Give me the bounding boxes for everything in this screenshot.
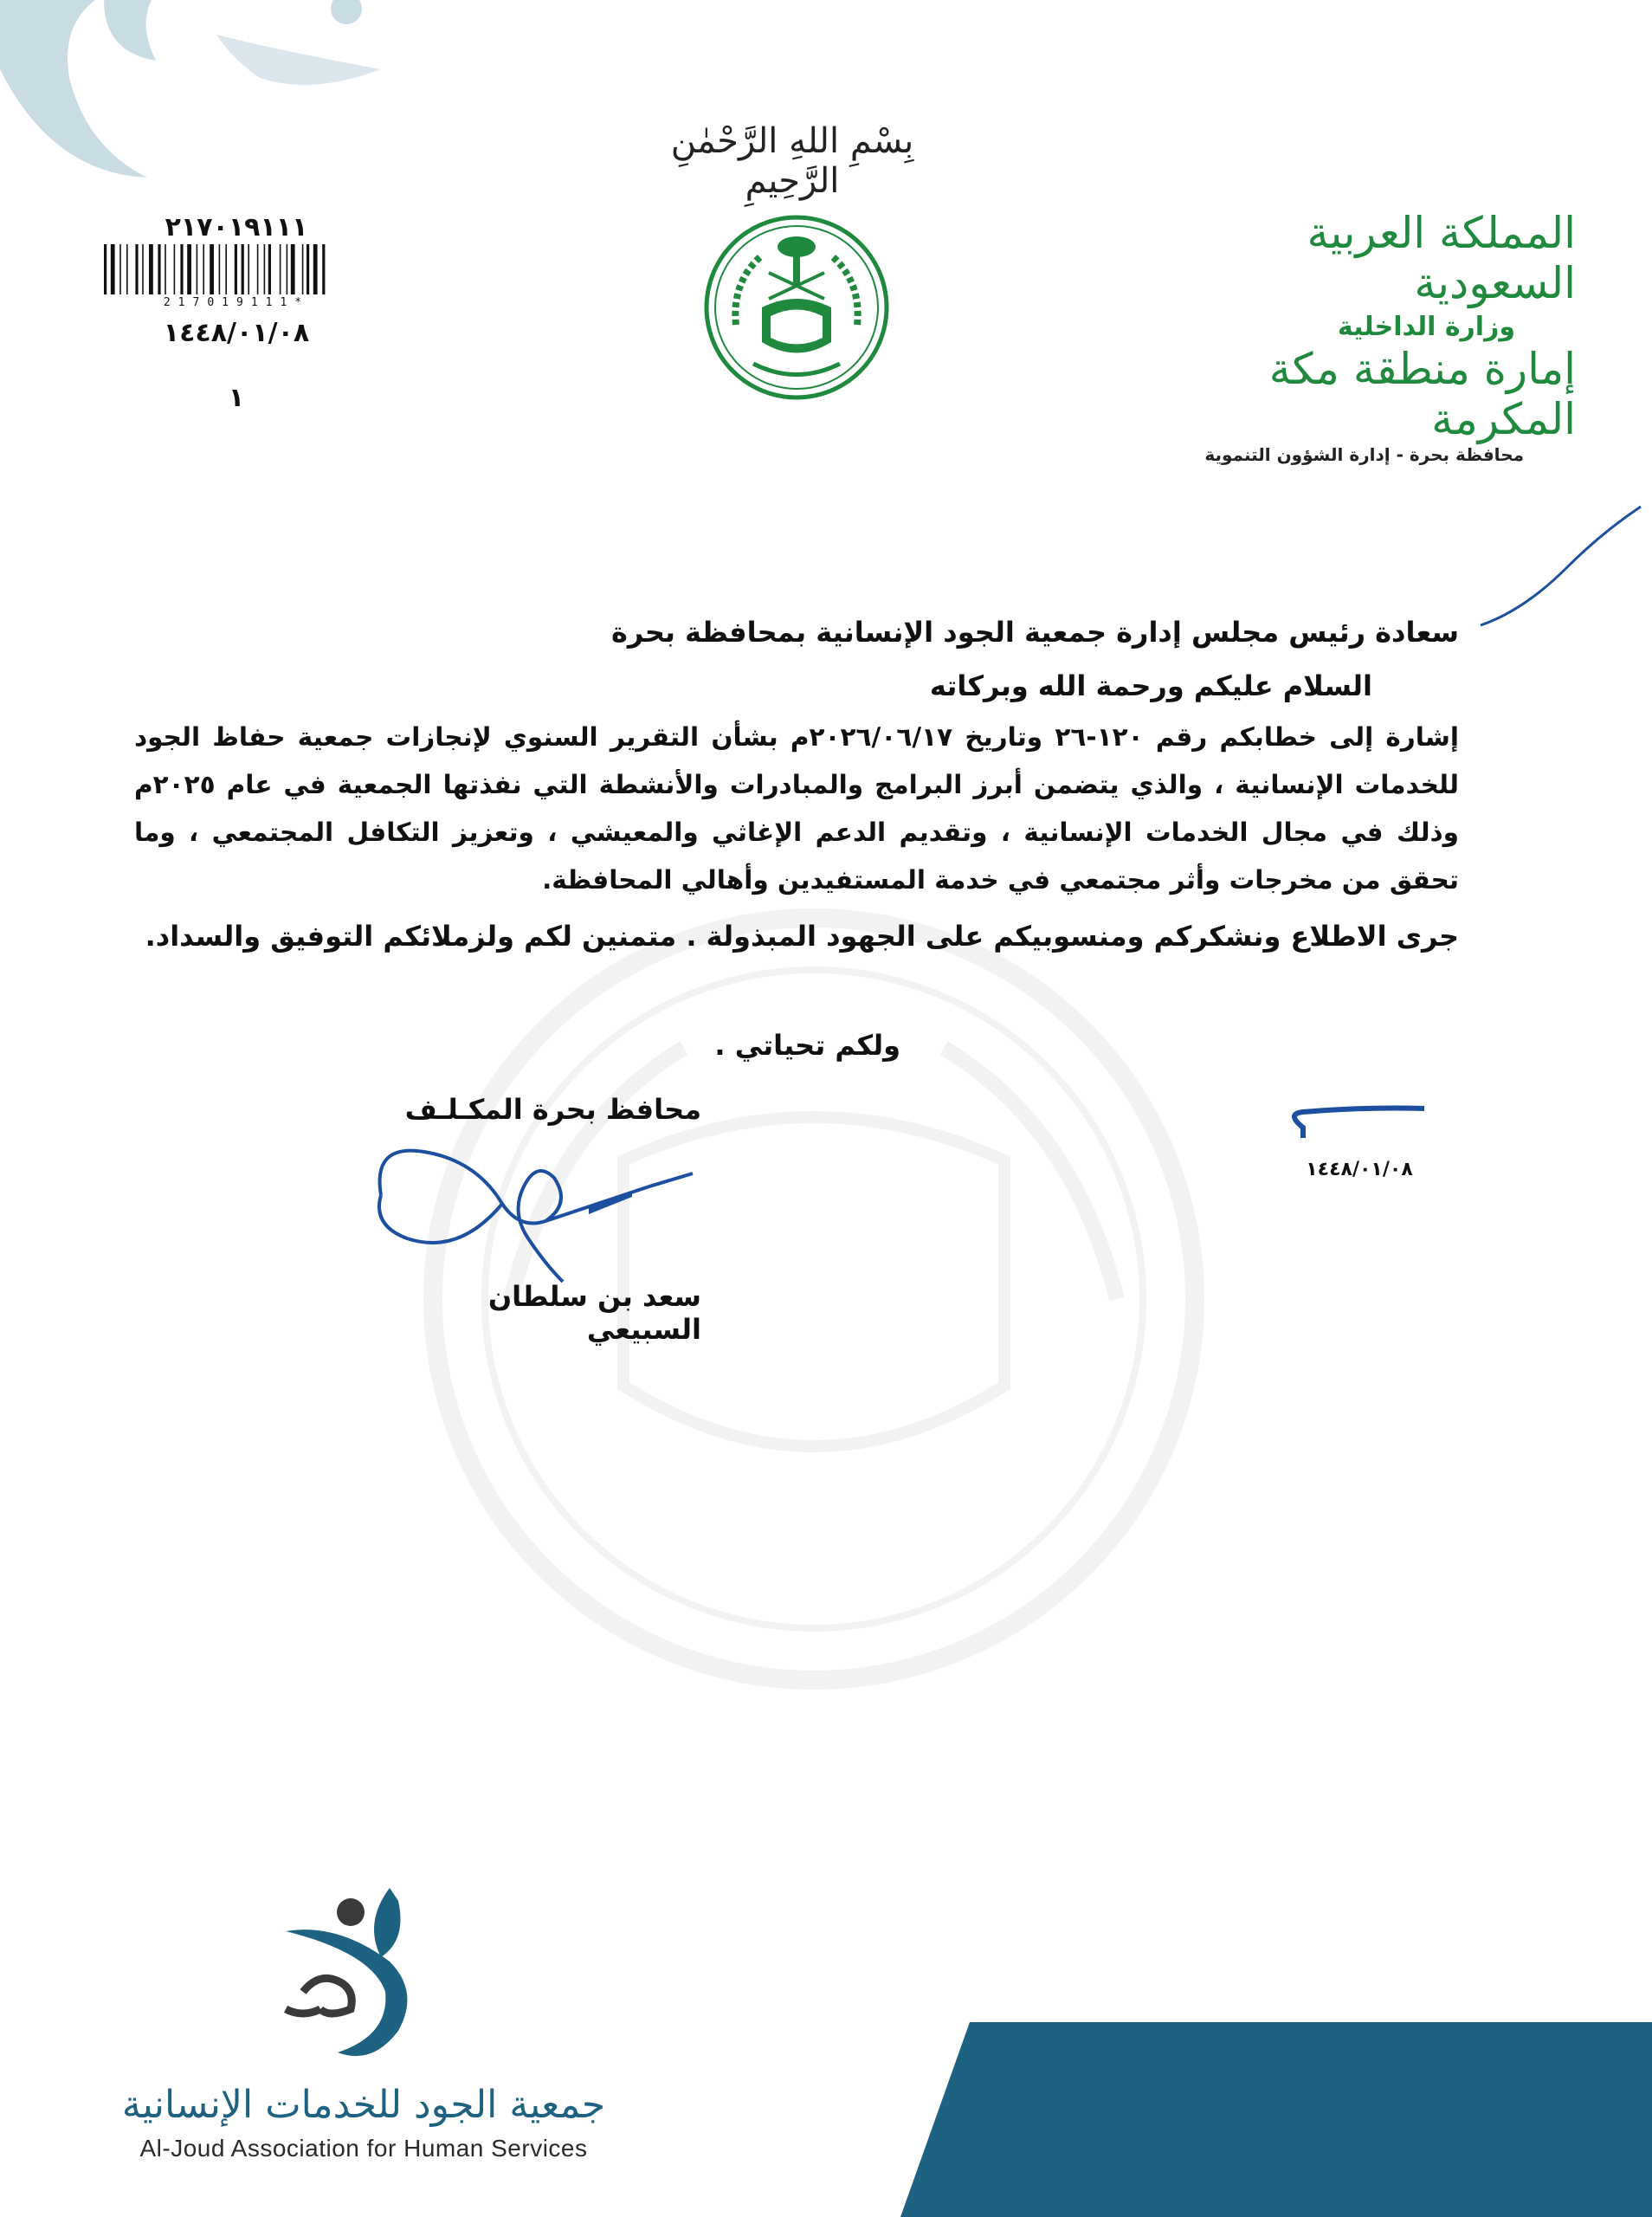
barcode-bar (104, 244, 106, 294)
barcode-bar (307, 244, 309, 294)
barcode-bar (149, 244, 153, 294)
page-number: ١ (228, 383, 245, 413)
barcode-bar (187, 244, 191, 294)
footer-band (900, 2022, 1652, 2217)
corner-swoosh-icon (0, 0, 416, 191)
saudi-emblem-icon (701, 212, 892, 403)
reference-number: ٢١٧٠١٩١١١ (165, 212, 308, 242)
closing-line: ولكم تحياتي . (714, 1029, 900, 1062)
addressee: سعادة رئيس مجلس إدارة جمعية الجود الإنسانية بمحافظة بحرة (611, 616, 1459, 649)
barcode-bar (257, 244, 259, 294)
association-name-english: Al-Joud Association for Human Services (139, 2135, 588, 2162)
basmala: بِسْمِ اللهِ الرَّحْمٰنِ الرَّحِيمِ (670, 121, 914, 201)
barcode-bar (264, 244, 266, 294)
letter-paragraph: إشارة إلى خطابكم رقم ١٢٠-٢٦ وتاريخ ٢٠٢٦/٠٦/١٧م بشأن التقرير السنوي لإنجازات جمعية حفاظ الجود للخدمات الإنسانية ، والذي يتضمن أبرز البرامج والمبادرات والأنشطة التي نفذتها الجمعية في عام ٢٠٢٥م وذلك في مجال الخدمات الإنسانية ، وتقديم الدعم الإغاثي والمعيشي ، وتعزيز التكافل المجتمعي ، وما تحقق من مخرجات وأثر مجتمعي في خدمة المستفيدين وأهالي المحافظة. (134, 722, 1459, 895)
barcode-bar (242, 244, 244, 294)
barcode-bar (322, 244, 325, 294)
barcode-bar (291, 244, 295, 294)
barcode-icon (102, 244, 371, 294)
department-name: محافظة بحرة - إدارة الشؤون التنموية (1204, 444, 1524, 465)
ministry-name: وزارة الداخلية (1337, 312, 1515, 342)
barcode-bar (219, 244, 221, 294)
barcode-bar (158, 244, 160, 294)
initial-mark-icon (1277, 1093, 1433, 1145)
letter-date: ١٤٤٨/٠١/٠٨ (163, 318, 310, 348)
association-name-arabic: جمعية الجود للخدمات الإنسانية (121, 2083, 606, 2127)
barcode-bar (248, 244, 249, 294)
barcode-bar (180, 244, 183, 294)
signature-icon (372, 1126, 719, 1290)
initial-date: ١٤٤٨/٠١/٠٨ (1306, 1159, 1413, 1180)
signatory-title: محافظ بحرة المكـلـف (404, 1093, 701, 1126)
barcode-bar (302, 244, 304, 294)
barcode-bar (210, 244, 214, 294)
barcode-bar (165, 244, 166, 294)
barcode-bar (142, 244, 144, 294)
issuer-header (1160, 208, 1576, 465)
greeting: السلام عليكم ورحمة الله وبركاته (929, 669, 1372, 702)
emirate-name: إمارة منطقة مكة المكرمة (1268, 344, 1576, 444)
pen-stroke-icon (1472, 502, 1645, 641)
barcode-bar (287, 244, 288, 294)
signatory-name: سعد بن سلطان السبيعي (487, 1280, 701, 1346)
barcode-bar (280, 244, 281, 294)
letter-paragraph: جرى الاطلاع ونشكركم ومنسوبيكم على الجهود المبذولة . متمنين لكم ولزملائكم التوفيق والسداد. (145, 920, 1459, 953)
barcode-digits: 217019111* (163, 296, 310, 309)
barcode-bar (313, 244, 318, 294)
barcode-bar (235, 244, 237, 294)
barcode-bar (126, 244, 128, 294)
barcode-bar (225, 244, 227, 294)
reference-block (102, 212, 371, 413)
barcode-bar (119, 244, 121, 294)
country-name: المملكة العربية السعودية (1307, 208, 1576, 308)
barcode-bar (135, 244, 138, 294)
barcode-bar (111, 244, 115, 294)
letter-body (134, 606, 1459, 961)
barcode-bar (203, 244, 204, 294)
association-logo-icon (268, 1888, 459, 2078)
barcode-bar (268, 244, 271, 294)
barcode-bar (197, 244, 198, 294)
barcode-bar (174, 244, 176, 294)
